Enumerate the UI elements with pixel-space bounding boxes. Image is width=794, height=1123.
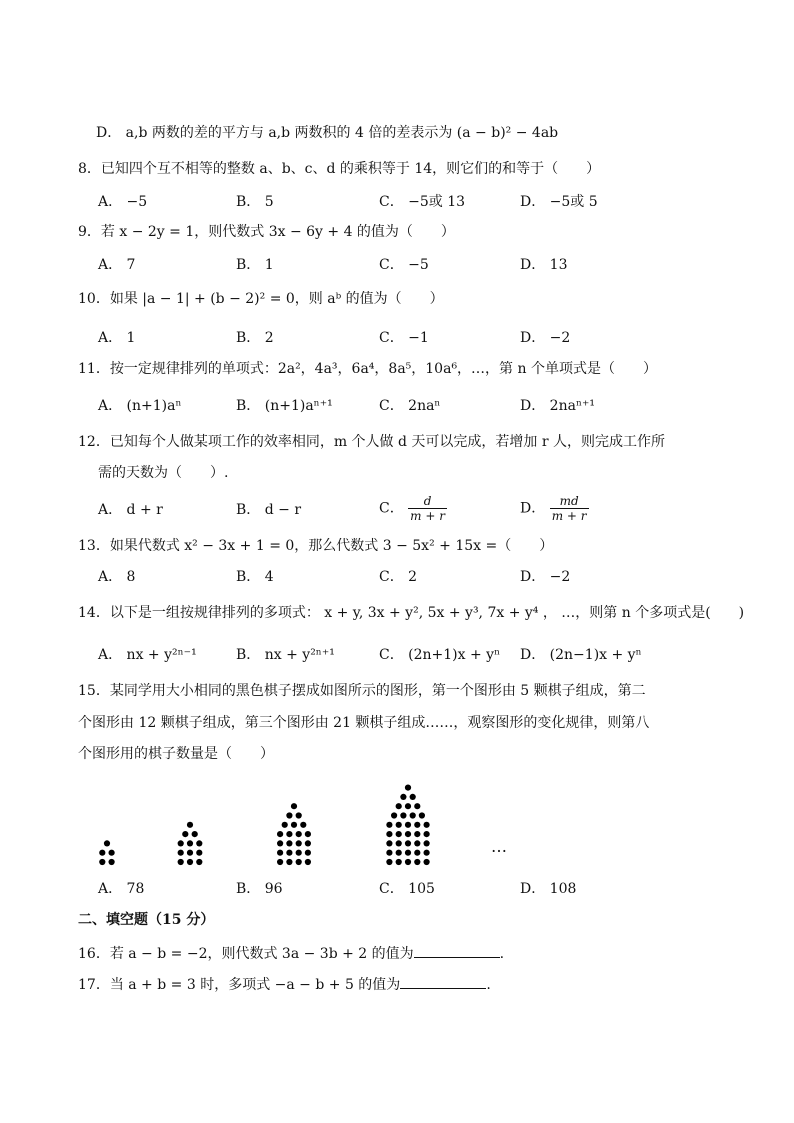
dot-figure-2 bbox=[178, 822, 203, 865]
q10-option-a: A． 1 bbox=[98, 330, 136, 346]
chess-piece-dot bbox=[414, 803, 420, 809]
q9-option-b: B． 1 bbox=[236, 257, 274, 273]
q12-option-d-label: D． bbox=[520, 500, 546, 517]
q10-option-c: C． −1 bbox=[379, 330, 429, 346]
chess-piece-dot bbox=[178, 850, 184, 856]
chess-piece-dot bbox=[419, 812, 425, 818]
chess-piece-dot bbox=[405, 822, 411, 828]
q10-stem: 10．如果 |a − 1| + (b − 2)² = 0，则 aᵇ 的值为（ ） bbox=[78, 291, 444, 307]
chess-piece-dot bbox=[196, 850, 202, 856]
q10-option-b: B． 2 bbox=[236, 330, 274, 346]
chess-piece-dot bbox=[396, 822, 402, 828]
q15-option-d: D． 108 bbox=[520, 881, 577, 897]
chess-piece-dot bbox=[396, 840, 402, 846]
dot-figure-4 bbox=[386, 785, 429, 866]
q15-figure-ellipsis: … bbox=[491, 837, 507, 856]
chess-piece-dot bbox=[286, 812, 292, 818]
chess-piece-dot bbox=[99, 859, 105, 865]
q16 bbox=[78, 943, 504, 963]
chess-piece-dot bbox=[192, 831, 198, 837]
chess-piece-dot bbox=[187, 850, 193, 856]
chess-piece-dot bbox=[405, 840, 411, 846]
q8-option-b: B． 5 bbox=[236, 194, 274, 210]
q8-option-d: D． −5或 5 bbox=[520, 194, 598, 210]
chess-piece-dot bbox=[414, 840, 420, 846]
q11-option-b: B． (n+1)aⁿ⁺¹ bbox=[236, 398, 333, 414]
chess-piece-dot bbox=[396, 859, 402, 865]
q12-stem-line2: 需的天数为（ ）. bbox=[98, 465, 229, 481]
q8-option-a: A． −5 bbox=[98, 194, 148, 210]
dot-figure-1 bbox=[99, 840, 114, 865]
q16-answer-blank[interactable] bbox=[414, 943, 500, 958]
q17-stem: 17．当 a + b = 3 时，多项式 −a − b + 5 的值为 bbox=[78, 977, 401, 993]
chess-piece-dot bbox=[291, 803, 297, 809]
chess-piece-dot bbox=[277, 831, 283, 837]
q12-option-c-label: C． bbox=[379, 500, 404, 517]
q13-option-d: D． −2 bbox=[520, 569, 571, 585]
q12-stem-line1: 12．已知每个人做某项工作的效率相同，m 个人做 d 天可以完成，若增加 r 人，则完成工作所 bbox=[78, 434, 665, 450]
chess-piece-dot bbox=[424, 859, 430, 865]
q16-period: . bbox=[499, 946, 505, 962]
chess-piece-dot bbox=[187, 859, 193, 865]
chess-piece-dot bbox=[410, 794, 416, 800]
q13-option-a: A． 8 bbox=[98, 569, 136, 585]
chess-piece-dot bbox=[182, 831, 188, 837]
q7-option-d: D． a,b 两数的差的平方与 a,b 两数积的 4 倍的差表示为 (a − b)² − 4ab bbox=[96, 125, 559, 141]
chess-piece-dot bbox=[296, 812, 302, 818]
q17-period: . bbox=[486, 977, 491, 993]
q15-option-c: C． 105 bbox=[379, 881, 435, 897]
q12-option-d-numerator: md bbox=[559, 494, 579, 508]
chess-piece-dot bbox=[178, 859, 184, 865]
chess-piece-dot bbox=[405, 850, 411, 856]
q15-stem-line1: 15．某同学用大小相同的黑色棋子摆成如图所示的图形，第一个图形由 5 颗棋子组成，第二 bbox=[78, 683, 646, 699]
dot-figure-3 bbox=[277, 803, 311, 865]
q14-option-b: B． nx + y²ⁿ⁺¹ bbox=[236, 647, 335, 663]
q11-stem: 11．按一定规律排列的单项式：2a²，4a³，6a⁴，8a⁵，10a⁶，…，第 n 个单项式是（ ） bbox=[78, 361, 657, 377]
q15-option-b: B． 96 bbox=[236, 881, 283, 897]
chess-piece-dot bbox=[305, 850, 311, 856]
q9-option-c: C． −5 bbox=[379, 257, 429, 273]
chess-piece-dot bbox=[414, 822, 420, 828]
q14-stem: 14．以下是一组按规律排列的多项式： x + y, 3x + y², 5x + y³, 7x + y⁴ ， …，则第 n 个多项式是( ) bbox=[78, 605, 745, 621]
chess-piece-dot bbox=[187, 822, 193, 828]
chess-piece-dot bbox=[277, 850, 283, 856]
q13-stem: 13．如果代数式 x² − 3x + 1 = 0，那么代数式 3 − 5x² + 15x =（ ） bbox=[78, 538, 554, 554]
chess-piece-dot bbox=[99, 850, 105, 856]
chess-piece-dot bbox=[305, 831, 311, 837]
q14-option-d: D． (2n−1)x + yⁿ bbox=[520, 647, 642, 663]
q15-options bbox=[98, 879, 698, 899]
chess-piece-dot bbox=[405, 803, 411, 809]
chess-piece-dot bbox=[400, 812, 406, 818]
q13-option-c: C． 2 bbox=[379, 569, 418, 585]
chess-piece-dot bbox=[396, 850, 402, 856]
chess-piece-dot bbox=[178, 840, 184, 846]
section-title-fill-in: 二、填空题（15 分） bbox=[78, 912, 215, 928]
q16-stem: 16．若 a − b = −2，则代数式 3a − 3b + 2 的值为 bbox=[78, 946, 414, 962]
chess-piece-dot bbox=[414, 859, 420, 865]
chess-piece-dot bbox=[109, 859, 115, 865]
chess-piece-dot bbox=[300, 822, 306, 828]
q14-option-c: C． (2n+1)x + yⁿ bbox=[379, 647, 501, 663]
q10-option-d: D． −2 bbox=[520, 330, 571, 346]
q14-option-a: A． nx + y²ⁿ⁻¹ bbox=[98, 647, 197, 663]
chess-piece-dot bbox=[104, 840, 110, 846]
chess-piece-dot bbox=[414, 831, 420, 837]
chess-piece-dot bbox=[386, 831, 392, 837]
q17 bbox=[78, 974, 491, 994]
chess-piece-dot bbox=[424, 822, 430, 828]
q9-option-d: D． 13 bbox=[520, 257, 568, 273]
q11-option-a: A． (n+1)aⁿ bbox=[98, 398, 182, 414]
chess-piece-dot bbox=[424, 850, 430, 856]
chess-piece-dot bbox=[291, 822, 297, 828]
q11-option-c: C． 2naⁿ bbox=[379, 398, 441, 414]
q11-option-d: D． 2naⁿ⁺¹ bbox=[520, 398, 596, 414]
q8-stem: 8．已知四个互不相等的整数 a、b、c、d 的乘积等于 14，则它们的和等于（ ） bbox=[78, 161, 601, 177]
chess-piece-dot bbox=[386, 822, 392, 828]
chess-piece-dot bbox=[286, 831, 292, 837]
chess-piece-dot bbox=[391, 812, 397, 818]
q13-option-b: B． 4 bbox=[236, 569, 274, 585]
q9-option-a: A． 7 bbox=[98, 257, 136, 273]
chess-piece-dot bbox=[109, 850, 115, 856]
chess-piece-dot bbox=[187, 840, 193, 846]
chess-piece-dot bbox=[386, 850, 392, 856]
chess-piece-dot bbox=[305, 840, 311, 846]
q15-stem-line2: 个图形由 12 颗棋子组成，第三个图形由 21 颗棋子组成……，观察图形的变化规律，则第八 bbox=[78, 715, 650, 731]
chess-piece-dot bbox=[424, 831, 430, 837]
chess-piece-dot bbox=[305, 859, 311, 865]
chess-piece-dot bbox=[286, 859, 292, 865]
q12-option-b: B． d − r bbox=[236, 502, 302, 518]
chess-piece-dot bbox=[396, 803, 402, 809]
q17-answer-blank[interactable] bbox=[400, 974, 486, 989]
chess-piece-dot bbox=[405, 785, 411, 791]
chess-piece-dot bbox=[282, 822, 288, 828]
chess-piece-dot bbox=[386, 859, 392, 865]
chess-piece-dot bbox=[286, 840, 292, 846]
q12-option-a: A． d + r bbox=[98, 502, 163, 518]
chess-piece-dot bbox=[424, 840, 430, 846]
q12-option-c-denominator: m + r bbox=[410, 509, 445, 523]
q8-option-c: C． −5或 13 bbox=[379, 194, 466, 210]
chess-piece-dot bbox=[296, 859, 302, 865]
chess-piece-dot bbox=[296, 840, 302, 846]
chess-piece-dot bbox=[196, 840, 202, 846]
q9-stem: 9．若 x − 2y = 1，则代数式 3x − 6y + 4 的值为（ ） bbox=[78, 224, 455, 240]
q12-option-c-numerator: d bbox=[423, 494, 432, 508]
chess-piece-dot bbox=[296, 831, 302, 837]
q15-option-a: A． 78 bbox=[98, 881, 145, 897]
q12-option-d-denominator: m + r bbox=[551, 509, 587, 523]
chess-piece-dot bbox=[410, 812, 416, 818]
chess-piece-dot bbox=[405, 859, 411, 865]
chess-piece-dot bbox=[277, 859, 283, 865]
chess-piece-dot bbox=[396, 831, 402, 837]
chess-piece-dot bbox=[196, 859, 202, 865]
chess-piece-dot bbox=[400, 794, 406, 800]
chess-piece-dot bbox=[277, 840, 283, 846]
chess-piece-dot bbox=[414, 850, 420, 856]
chess-piece-dot bbox=[405, 831, 411, 837]
chess-piece-dot bbox=[296, 850, 302, 856]
q15-stem-line3: 个图形用的棋子数量是（ ） bbox=[78, 746, 274, 762]
chess-piece-dot bbox=[386, 840, 392, 846]
chess-piece-dot bbox=[286, 850, 292, 856]
